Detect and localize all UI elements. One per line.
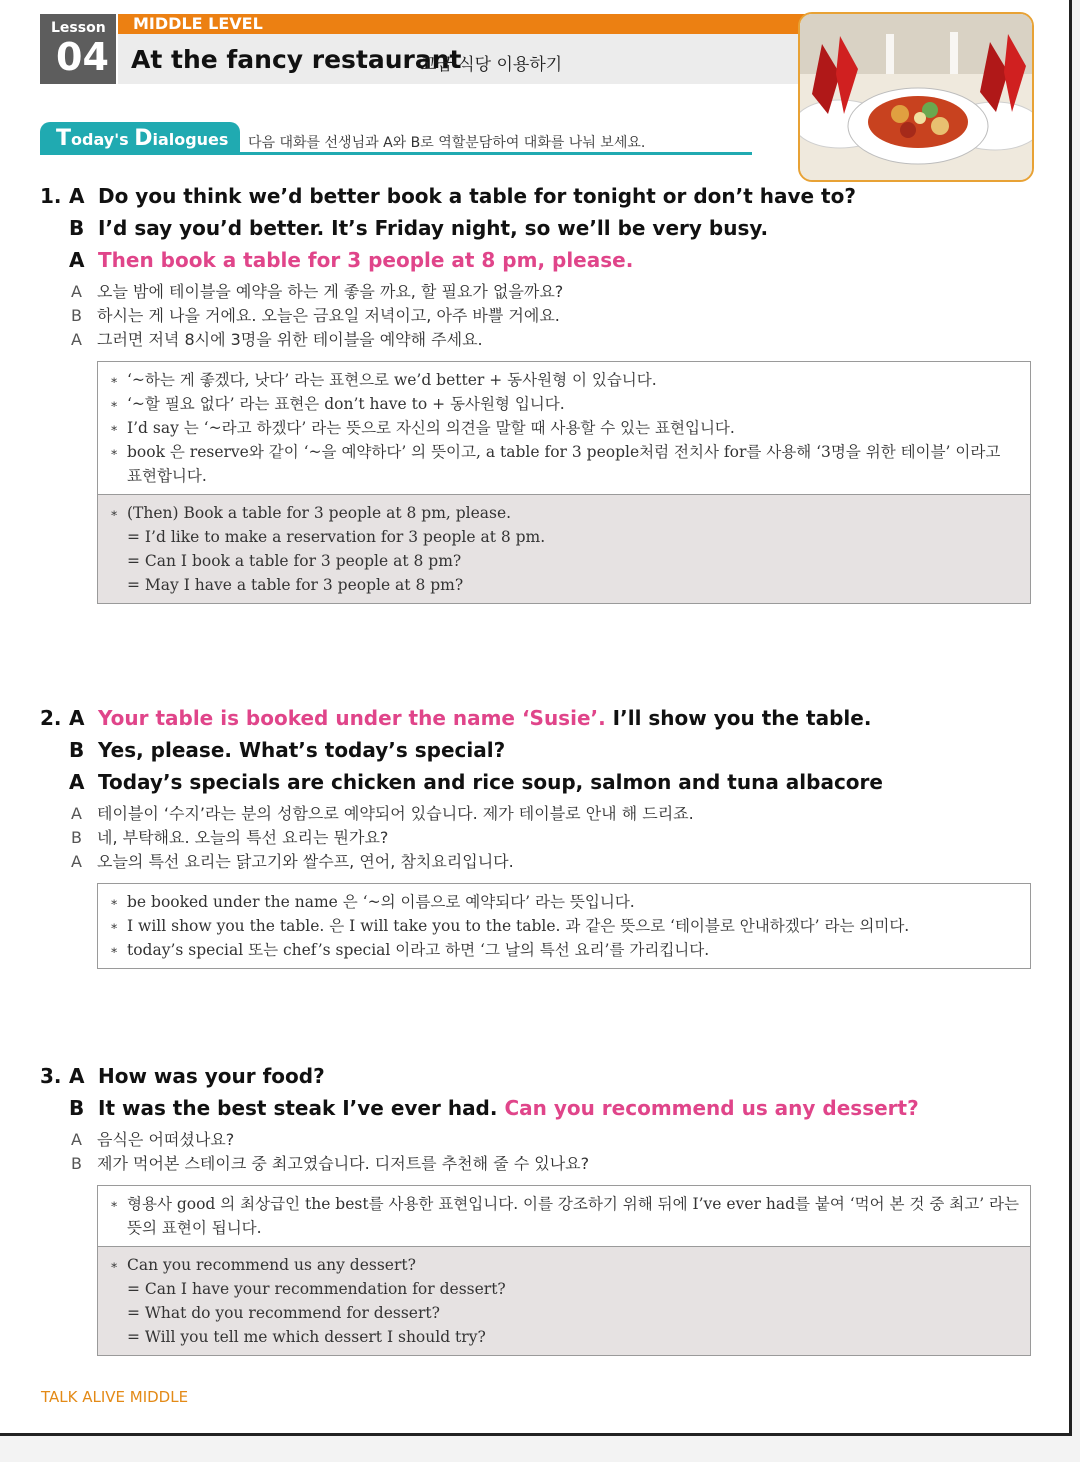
alt-head-text: Can you recommend us any dessert? [127,1256,416,1274]
korean-text: 오늘 밤에 테이블을 예약을 하는 게 좋을 까요, 할 필요가 없을까요? [97,282,564,301]
note-text: I will show you the table. 은 I will take you to the table. 과 같은 뜻으로 ‘테이블로 안내하겠다’ 라는 의미다. [127,917,910,935]
tab-letter-d: D [134,126,153,151]
speaker-label: A [71,804,82,823]
bullet-star-icon: ∗ [110,421,119,435]
note-item [110,914,1020,938]
speaker-label: B [71,828,82,847]
section-underline [40,152,752,155]
dialogue-2-line-3 [69,770,883,794]
bullet-star-icon: ∗ [110,895,119,909]
speaker-label: B [71,1154,82,1173]
lesson-number: 04 [56,35,109,79]
speaker-label: B [69,1096,85,1120]
alt-expression: = What do you recommend for dessert? [127,1304,440,1322]
speaker-label: A [69,248,85,272]
note-text: 형용사 good 의 최상급인 the best를 사용한 표현입니다. 이를 강조하기 위해 뒤에 I’ve ever had를 붙여 ‘먹어 본 것 중 최고’ 라는 뜻의 표현이 됩니다. [127,1195,1020,1237]
todays-dialogues-tab [40,122,240,154]
note-item [110,890,1020,914]
speaker-label: A [71,852,82,871]
note-section [98,1186,1030,1246]
dialogue-2-line-2 [69,738,506,762]
footer-brand: TALK ALIVE MIDDLE [41,1388,189,1406]
korean-text: 그러면 저녁 8시에 3명을 위한 테이블을 예약해 주세요. [97,330,483,349]
dialogue-1-line-1 [40,184,856,208]
korean-line [71,327,483,350]
tab-letter-t: T [56,126,72,151]
speaker-label: A [71,330,82,349]
speaker-label: B [69,216,85,240]
alt-expression: = I’d like to make a reservation for 3 people at 8 pm. [127,528,546,546]
note-item [110,416,1020,440]
korean-text: 오늘의 특선 요리는 닭고기와 쌀수프, 연어, 참치요리입니다. [97,852,514,871]
note-box-1 [97,361,1031,604]
alt-head [110,501,1020,525]
bullet-star-icon: ∗ [110,1197,119,1211]
note-box-2 [97,883,1031,969]
dialogue-1-line-3 [69,248,634,272]
bullet-star-icon: ∗ [110,943,119,957]
alt-expression: = Can I book a table for 3 people at 8 pm? [127,552,462,570]
note-text: today’s special 또는 chef’s special 이라고 하면 ‘그 날의 특선 요리’를 가리킵니다. [127,941,710,959]
dialogue-2-line-1 [40,706,872,730]
speaker-label: A [69,1064,85,1088]
korean-text: 테이블이 ‘수지’라는 분의 성함으로 예약되어 있습니다. 제가 테이블로 안내 해 드리죠. [97,804,694,823]
note-text: book 은 reserve와 같이 ‘~을 예약하다’ 의 뜻이고, a table for 3 people처럼 전치사 for를 사용해 ‘3명을 위한 테이블’ 이라고 표현합니다. [127,443,1001,485]
key-expression: Your table is booked under the name ‘Susie’. [98,706,606,730]
dialogue-1-line-2 [69,216,769,240]
korean-line [71,1151,589,1174]
dialogue-3-line-2 [69,1096,919,1120]
dialogue-number: 1. [40,184,62,208]
bullet-star-icon: ∗ [110,373,119,387]
note-box-3 [97,1185,1031,1356]
note-item [110,440,1020,488]
line-text: I’ll show you the table. [605,706,872,730]
note-item [110,1192,1020,1240]
note-text: I’d say 는 ‘~라고 하겠다’ 라는 뜻으로 자신의 의견을 말할 때 사용할 수 있는 표현입니다. [127,419,735,437]
bullet-star-icon: ∗ [110,1258,119,1272]
korean-text: 음식은 어떠셨나요? [97,1130,235,1149]
note-item [110,392,1020,416]
instruction-text: 다음 대화를 선생님과 A와 B로 역할분담하여 대화를 나눠 보세요. [248,135,646,151]
lesson-title-korean: 고급 식당 이용하기 [420,55,563,75]
note-text: ‘~할 필요 없다’ 라는 표현은 don’t have to + 동사원형 입니다. [127,395,565,413]
alternatives-section [98,494,1030,603]
lesson-word: Lesson [51,20,106,36]
note-section [98,884,1030,968]
tab-text-rest: ialogues [152,130,229,149]
korean-line [71,849,514,872]
speaker-label: A [71,282,82,301]
note-section [98,362,1030,494]
key-expression: Then book a table for 3 people at 8 pm, please. [98,248,634,272]
korean-text: 제가 먹어본 스테이크 중 최고였습니다. 디저트를 추천해 줄 수 있나요? [97,1154,590,1173]
bullet-star-icon: ∗ [110,445,119,459]
alt-expression: = Will you tell me which dessert I should try? [127,1328,486,1346]
speaker-label: A [69,184,85,208]
line-text: Do you think we’d better book a table for tonight or don’t have to? [98,184,856,208]
line-text: I’d say you’d better. It’s Friday night, so we’ll be very busy. [98,216,769,240]
bullet-star-icon: ∗ [110,397,119,411]
speaker-label: B [69,738,85,762]
alt-expression: = Can I have your recommendation for dessert? [127,1280,506,1298]
bullet-star-icon: ∗ [110,919,119,933]
alt-head [110,1253,1020,1277]
dialogue-number: 2. [40,706,62,730]
korean-line [71,279,563,302]
dialogue-number: 3. [40,1064,62,1088]
alt-head-text: (Then) Book a table for 3 people at 8 pm, please. [127,504,512,522]
speaker-label: B [71,306,82,325]
speaker-label: A [69,706,85,730]
line-text: It was the best steak I’ve ever had. [98,1096,505,1120]
line-text: How was your food? [98,1064,325,1088]
lesson-title: At the fancy restaurant [131,45,462,74]
bullet-star-icon: ∗ [110,506,119,520]
korean-text: 네, 부탁해요. 오늘의 특선 요리는 뭔가요? [97,828,389,847]
korean-text: 하시는 게 나을 거에요. 오늘은 금요일 저녁이고, 아주 바쁠 거에요. [97,306,560,325]
key-expression: Can you recommend us any dessert? [504,1096,919,1120]
korean-line [71,1127,234,1150]
note-text: be booked under the name 은 ‘~의 이름으로 예약되다’ 라는 뜻입니다. [127,893,635,911]
restaurant-photo [798,12,1034,182]
korean-line [71,825,388,848]
line-text: Today’s specials are chicken and rice soup, salmon and tuna albacore [98,770,883,794]
note-text: ‘~하는 게 좋겠다, 낫다’ 라는 표현으로 we’d better + 동사원형 이 있습니다. [127,371,657,389]
alternatives-section [98,1246,1030,1355]
tab-text-part: oday's [71,130,135,149]
korean-line [71,801,694,824]
note-item [110,938,1020,962]
alt-expression: = May I have a table for 3 people at 8 pm? [127,576,464,594]
lesson-badge [40,14,116,84]
speaker-label: A [69,770,85,794]
dialogue-3-line-1 [40,1064,325,1088]
speaker-label: A [71,1130,82,1149]
korean-line [71,303,560,326]
line-text: Yes, please. What’s today’s special? [98,738,506,762]
level-label: MIDDLE LEVEL [133,14,263,33]
note-item [110,368,1020,392]
